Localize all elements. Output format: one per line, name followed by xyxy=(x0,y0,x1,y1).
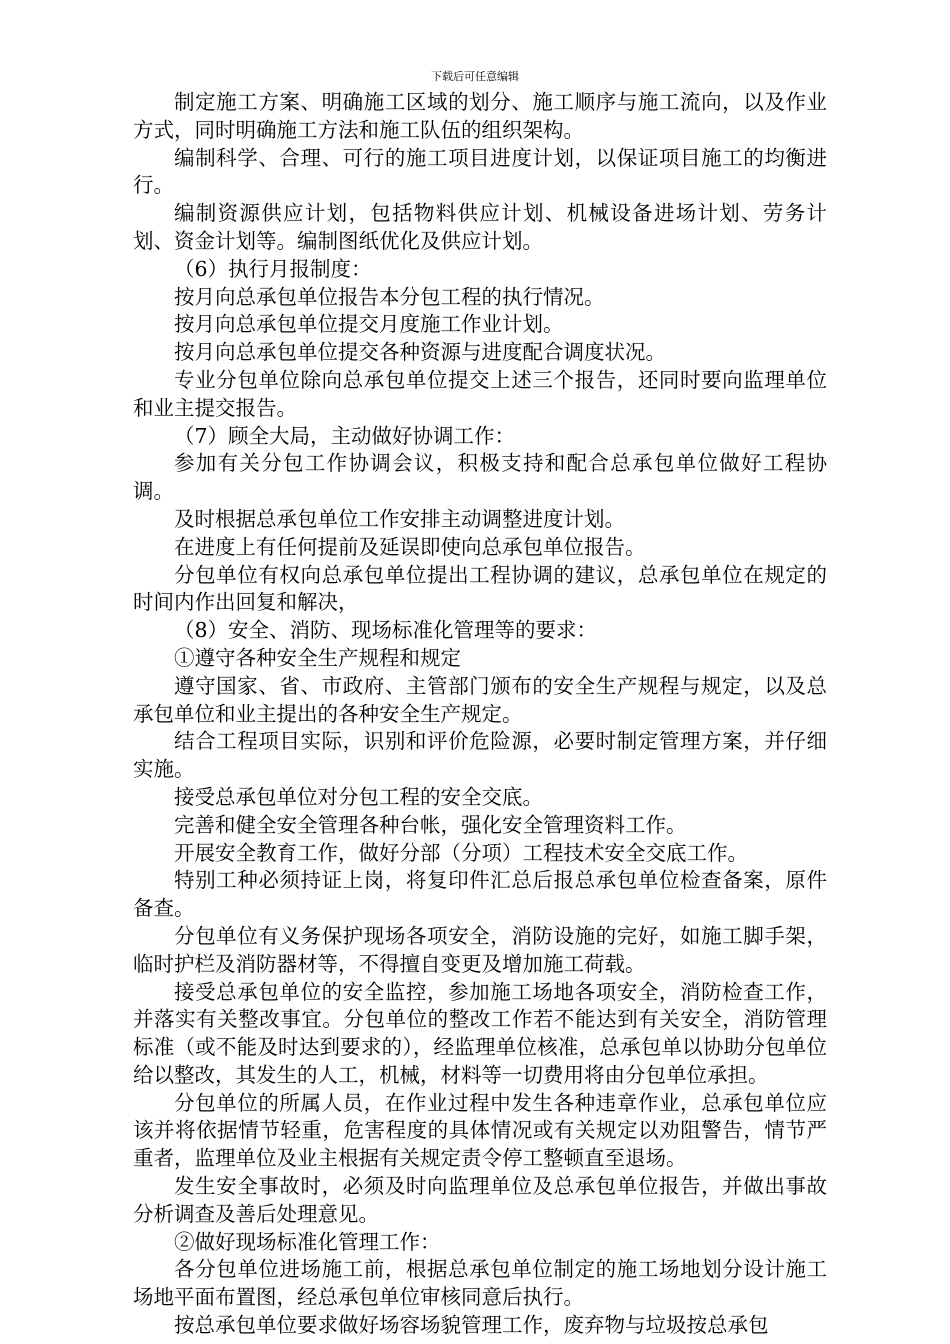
paragraph: 编制科学、合理、可行的施工项目进度计划，以保证项目施工的均衡进行。 xyxy=(133,145,827,198)
paragraph: 按总承包单位要求做好场容场貌管理工作，废弃物与垃圾按总承包 xyxy=(174,1313,769,1338)
paragraph: 各分包单位进场施工前，根据总承包单位制定的施工场地划分设计施工场地平面布置图，经总承包单位审核同意后执行。 xyxy=(133,1257,827,1310)
paragraph: 发生安全事故时，必须及时向监理单位及总承包单位报告，并做出事故分析调查及善后处理意见。 xyxy=(133,1174,827,1226)
paragraph: 按月向总承包单位提交月度施工作业计划。 xyxy=(174,312,564,337)
paragraph: 及时根据总承包单位工作安排主动调整进度计划。 xyxy=(174,506,625,531)
paragraph: 在进度上有任何提前及延误即使向总承包单位报告。 xyxy=(174,534,646,559)
paragraph: 开展安全教育工作，做好分部（分项）工程技术安全交底工作。 xyxy=(174,840,748,865)
paragraph: 按月向总承包单位报告本分包工程的执行情况。 xyxy=(174,284,605,309)
paragraph: 接受总承包单位的安全监控，参加施工场地各项安全，消防检查工作，并落实有关整改事宜。分包单位的整改工作若不能达到有关安全，消防管理标准（或不能及时达到要求的），经监理单位核准，总承包单以协助分包单位给以整改，其发生的人工，机械，材料等一切费用将由分包单位承担。 xyxy=(133,979,827,1087)
paragraph: 特别工种必须持证上岗，将复印件汇总后报总承包单位检查备案，原件备查。 xyxy=(133,868,827,921)
paragraph: 遵守国家、省、市政府、主管部门颁布的安全生产规程与规定，以及总承包单位和业主提出的各种安全生产规定。 xyxy=(133,673,827,726)
section-heading: （8）安全、消防、现场标准化管理等的要求： xyxy=(174,618,598,643)
paragraph: 分包单位的所属人员，在作业过程中发生各种违章作业，总承包单位应该并将依据情节轻重，危害程度的具体情况或有关规定以劝阻警告，情节严重者，监理单位及业主根据有关规定责令停工整顿直至退场。 xyxy=(133,1090,827,1171)
paragraph: 编制资源供应计划，包括物料供应计划、机械设备进场计划、劳务计划、资金计划等。编制图纸优化及供应计划。 xyxy=(133,201,827,253)
subsection-heading: ②做好现场标准化管理工作： xyxy=(174,1229,441,1254)
paragraph: 按月向总承包单位提交各种资源与进度配合调度状况。 xyxy=(174,340,666,365)
subsection-heading: ①遵守各种安全生产规程和规定 xyxy=(174,645,461,670)
paragraph: 接受总承包单位对分包工程的安全交底。 xyxy=(174,784,543,809)
paragraph: 专业分包单位除向总承包单位提交上述三个报告，还同时要向监理单位和业主提交报告。 xyxy=(133,367,827,420)
paragraph: 参加有关分包工作协调会议，积极支持和配合总承包单位做好工程协调。 xyxy=(133,451,827,504)
paragraph: 分包单位有权向总承包单位提出工程协调的建议，总承包单位在规定的时间内作出回复和解决， xyxy=(133,562,827,615)
document-body xyxy=(133,89,827,1340)
section-heading: （7）顾全大局，主动做好协调工作： xyxy=(174,423,516,448)
paragraph: 分包单位有义务保护现场各项安全，消防设施的完好，如施工脚手架，临时护栏及消防器材等，不得擅自变更及增加施工荷载。 xyxy=(133,923,827,976)
paragraph: 制定施工方案、明确施工区域的划分、施工顺序与施工流向，以及作业方式，同时明确施工方法和施工队伍的组织架构。 xyxy=(133,90,827,142)
page-header: 下载后可任意编辑 xyxy=(431,70,519,83)
paragraph: 完善和健全安全管理各种台帐，强化安全管理资料工作。 xyxy=(174,812,687,837)
paragraph: 结合工程项目实际，识别和评价危险源，必要时制定管理方案，并仔细实施。 xyxy=(133,729,827,782)
section-heading: （6）执行月报制度： xyxy=(174,256,372,281)
